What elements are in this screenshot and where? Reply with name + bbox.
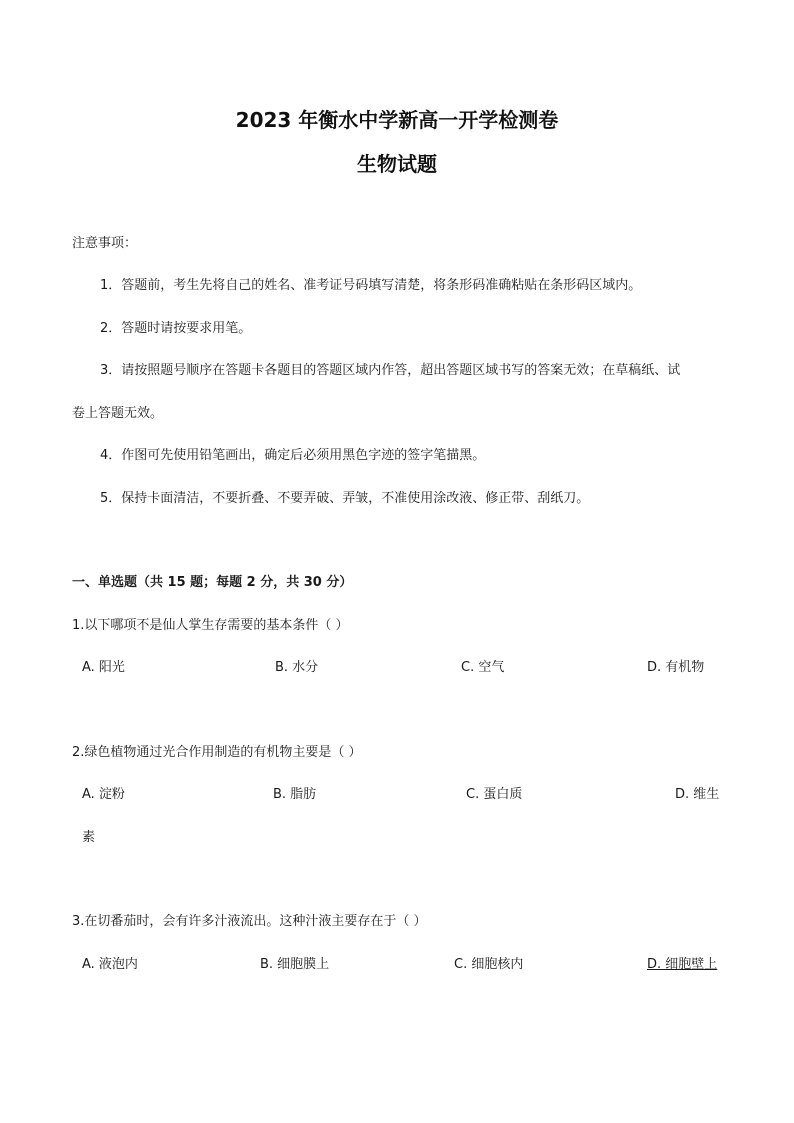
question-3-stem: 3.在切番茄时，会有许多汁液流出。这种汁液主要存在于（ ） bbox=[72, 914, 427, 929]
question-2-option-d-wrap: 素 bbox=[82, 830, 96, 845]
question-2-option-a: A. 淀粉 bbox=[82, 787, 125, 802]
notice-item-4: 4．作图可先使用铅笔画出，确定后必须用黑色字迹的签字笔描黑。 bbox=[100, 448, 486, 463]
notice-item-3: 3．请按照题号顺序在答题卡各题目的答题区域内作答，超出答题区域书写的答案无效；在草稿纸、试 bbox=[100, 363, 681, 378]
exam-subtitle: 生物试题 bbox=[357, 152, 437, 176]
notice-item-1: 1．答题前，考生先将自己的姓名、准考证号码填写清楚，将条形码准确粘贴在条形码区域内。 bbox=[100, 278, 642, 293]
notice-item-5: 5．保持卡面清洁，不要折叠、不要弄破、弄皱，不准使用涂改液、修正带、刮纸刀。 bbox=[100, 491, 590, 506]
question-1-option-d: D. 有机物 bbox=[647, 660, 705, 675]
exam-title: 2023 年衡水中学新高一开学检测卷 bbox=[235, 108, 559, 132]
question-2-option-c: C. 蛋白质 bbox=[466, 787, 523, 802]
question-1-option-a: A. 阳光 bbox=[82, 660, 125, 675]
section-heading: 一、单选题（共 15 题；每题 2 分，共 30 分） bbox=[72, 575, 353, 590]
notice-item-3-continued: 卷上答题无效。 bbox=[72, 406, 164, 421]
question-1-stem: 1.以下哪项不是仙人掌生存需要的基本条件（ ） bbox=[72, 618, 349, 633]
question-3-option-d: D. 细胞壁上 bbox=[647, 957, 718, 972]
question-3-option-c: C. 细胞核内 bbox=[454, 957, 524, 972]
question-2-option-d: D. 维生 bbox=[675, 787, 720, 802]
notice-heading: 注意事项： bbox=[72, 236, 138, 251]
question-1-option-b: B. 水分 bbox=[275, 660, 319, 675]
notice-item-2: 2．答题时请按要求用笔。 bbox=[100, 321, 252, 336]
question-3-option-a: A. 液泡内 bbox=[82, 957, 138, 972]
question-1-option-c: C. 空气 bbox=[461, 660, 505, 675]
question-2-stem: 2.绿色植物通过光合作用制造的有机物主要是（ ） bbox=[72, 745, 362, 760]
question-3-option-b: B. 细胞膜上 bbox=[260, 957, 330, 972]
question-2-option-b: B. 脂肪 bbox=[273, 787, 317, 802]
